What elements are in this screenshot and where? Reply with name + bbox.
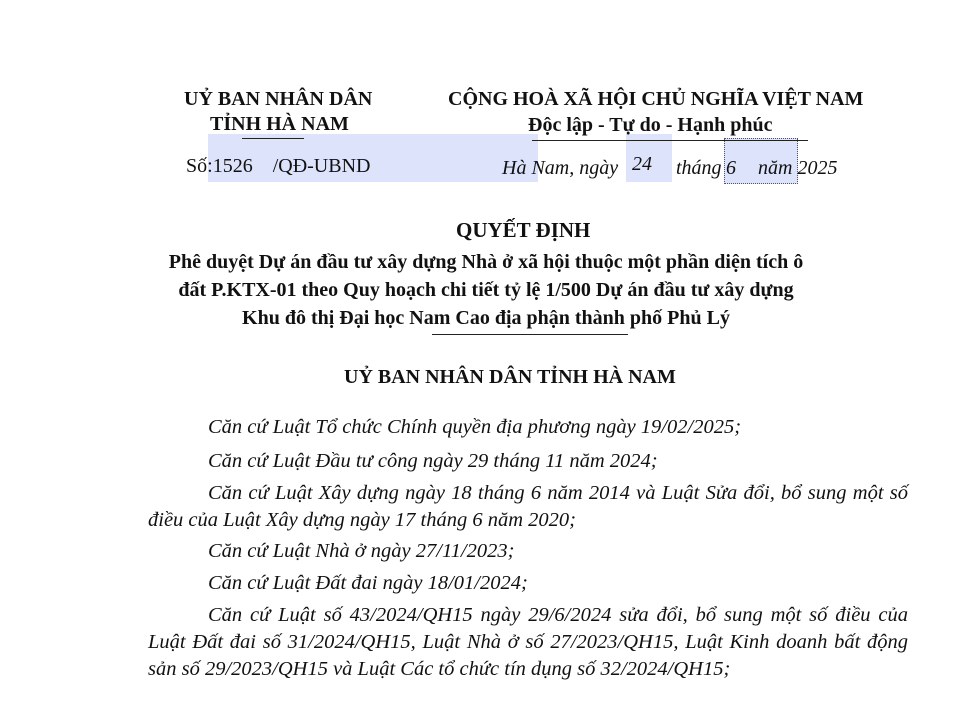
legal-basis-6: Căn cứ Luật số 43/2024/QH15 ngày 29/6/2024 sửa đổi, bổ sung một số điều của Luật Đất đai số 31/2024/QH15, Luật Nhà ở số 27/2023/QH15, Luật Kinh doanh bất động sản số 29/2023/QH15 và Luật Các tổ chức tín dụng số 32/2024/QH15; — [148, 604, 908, 680]
legal-basis-1: Căn cứ Luật Tổ chức Chính quyền địa phương ngày 19/02/2025; — [208, 416, 742, 438]
issuing-authority: UỶ BAN NHÂN DÂN TỈNH HÀ NAM — [344, 366, 676, 388]
nation-motto-underline — [532, 140, 808, 141]
date-day[interactable]: 24 — [632, 153, 652, 175]
date-month[interactable]: 6 — [726, 157, 736, 179]
subject-line-1: Phê duyệt Dự án đầu tư xây dựng Nhà ở xã hội thuộc một phần diện tích ô — [168, 251, 804, 273]
legal-basis-3: Căn cứ Luật Xây dựng ngày 18 tháng 6 năm 2014 và Luật Sửa đổi, bổ sung một số điều của Luật Xây dựng ngày 17 tháng 6 năm 2020; — [148, 482, 908, 531]
subject-underline — [432, 334, 628, 335]
nation-motto: Độc lập - Tự do - Hạnh phúc — [528, 114, 773, 136]
reference-number[interactable] — [186, 155, 370, 178]
nation-header-line1: CỘNG HOÀ XÃ HỘI CHỦ NGHĨA VIỆT NAM — [448, 88, 864, 110]
document-type-title: QUYẾT ĐỊNH — [456, 218, 591, 242]
issuer-header-line1: UỶ BAN NHÂN DÂN — [184, 88, 373, 110]
issuer-header-underline — [242, 138, 304, 139]
date-month-label: tháng — [676, 157, 722, 179]
legal-basis-5: Căn cứ Luật Đất đai ngày 18/01/2024; — [208, 572, 528, 594]
date-place: Hà Nam, ngày — [502, 157, 619, 179]
issuer-header-line2: TỈNH HÀ NAM — [210, 113, 349, 135]
reference-number-value[interactable]: 1526 — [212, 155, 253, 177]
legal-basis-4: Căn cứ Luật Nhà ở ngày 27/11/2023; — [208, 540, 515, 562]
legal-basis-2: Căn cứ Luật Đầu tư công ngày 29 tháng 11 năm 2024; — [208, 450, 658, 472]
reference-prefix: Số: — [186, 155, 213, 177]
reference-suffix: /QĐ-UBND — [272, 155, 371, 177]
subject-line-2: đất P.KTX-01 theo Quy hoạch chi tiết tỷ lệ 1/500 Dự án đầu tư xây dựng — [178, 279, 794, 301]
date-year: năm 2025 — [758, 157, 838, 179]
subject-line-3: Khu đô thị Đại học Nam Cao địa phận thành phố Phủ Lý — [242, 307, 730, 329]
